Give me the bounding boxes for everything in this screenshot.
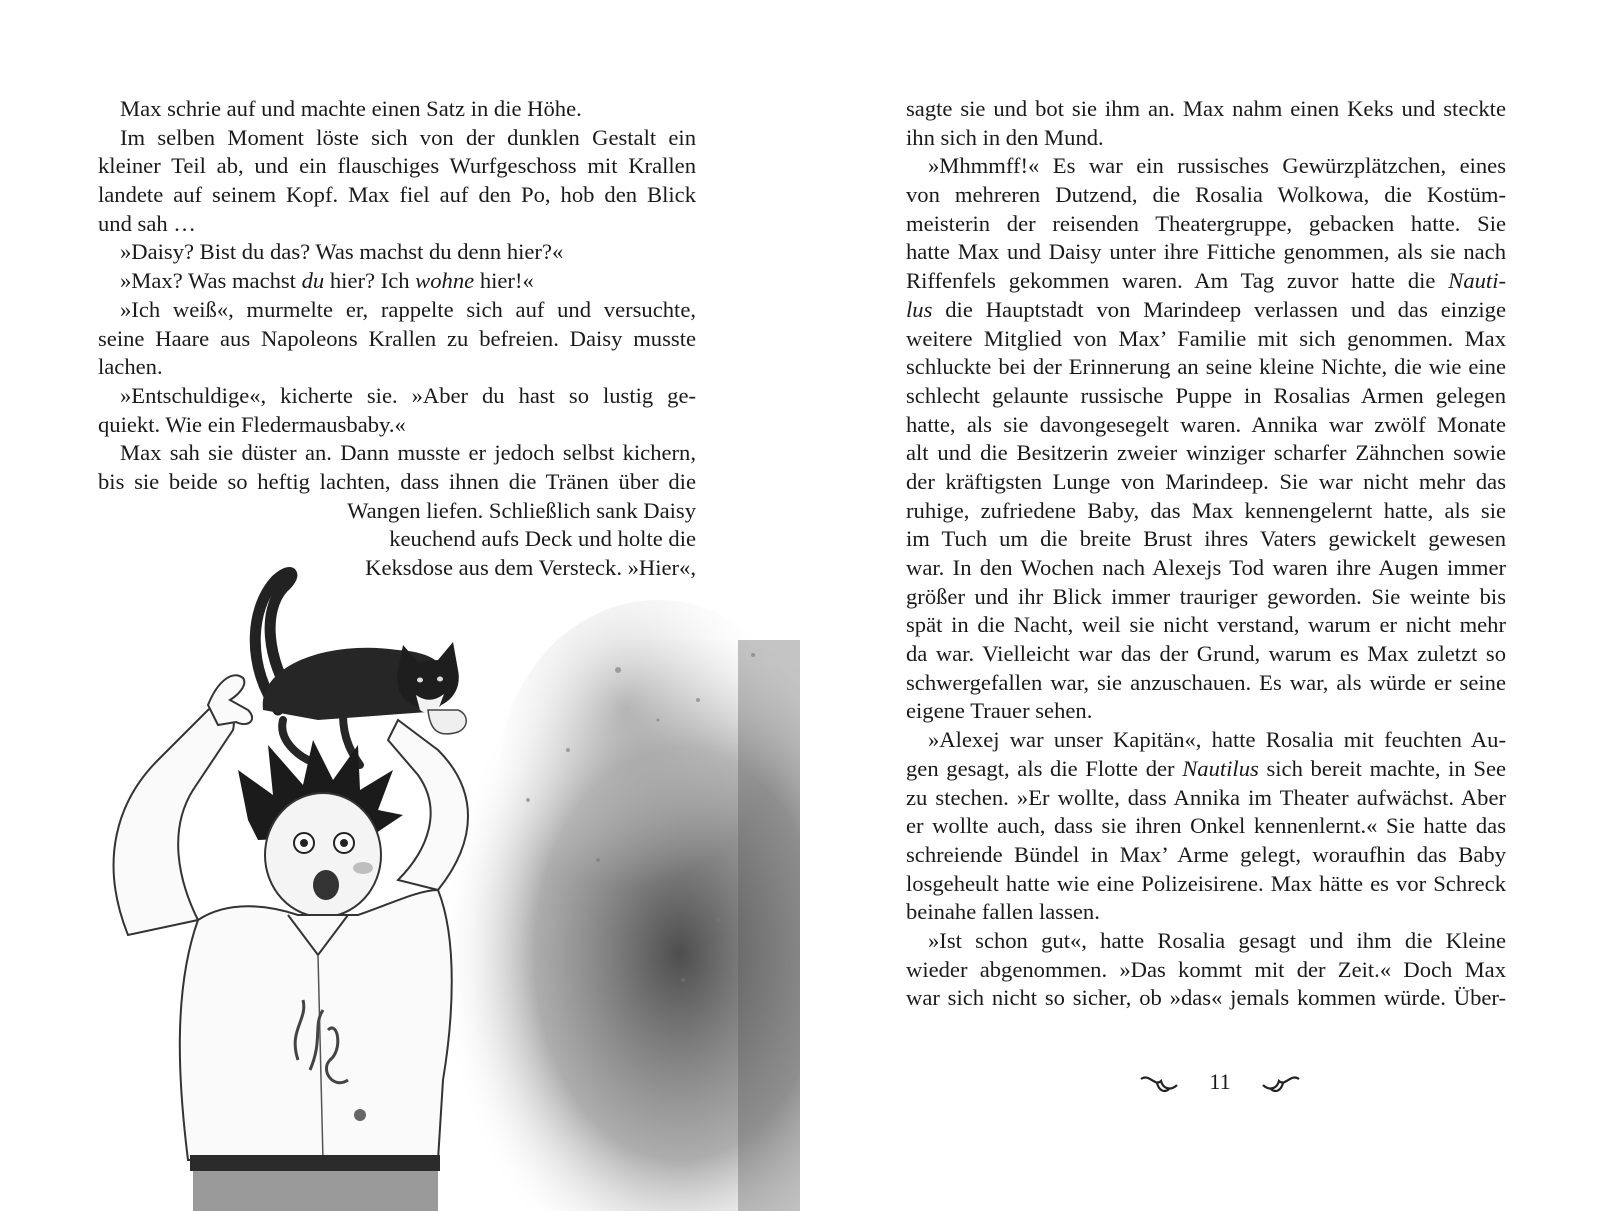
text-line: [98, 238, 696, 267]
text-segment: schlecht gelaunte russische Puppe in Rosalias Armen gelegen: [906, 382, 1506, 408]
right-page-text: [906, 95, 1506, 1013]
text-line: [906, 468, 1506, 497]
text-line: [98, 181, 696, 210]
text-segment: »Max? Was machst: [120, 268, 302, 294]
text-segment: zu stechen. »Er wollte, dass Annika im Theater aufwächst. Aber: [906, 784, 1506, 810]
text-line: [906, 697, 1506, 726]
text-line: [906, 353, 1506, 382]
text-line: [98, 267, 696, 296]
text-line: [906, 956, 1506, 985]
illustration-boy-with-cat: [98, 560, 800, 1211]
text-line: [906, 296, 1506, 325]
text-segment: losgeheult hatte wie eine Polizeisirene. Max hätte es vor Schreck: [906, 870, 1506, 896]
text-segment: gen gesagt, als die Flotte der: [906, 755, 1183, 781]
left-page-text: [98, 95, 696, 583]
text-line: [906, 152, 1506, 181]
text-segment: »Ich weiß«, murmelte er, rappelte sich auf und versuchte,: [120, 296, 696, 322]
text-segment: alt und die Besitzerin zweier winziger scharfer Zähnchen sowie: [906, 440, 1506, 466]
italic-text: lus: [906, 296, 933, 322]
text-segment: weitere Mitglied von Max’ Familie mit sich genommen. Max: [906, 325, 1506, 351]
text-line: [98, 468, 696, 497]
text-segment: »Mhmmff!« Es war ein russisches Gewürzplätzchen, eines: [928, 153, 1506, 179]
text-line: [98, 525, 696, 554]
text-segment: quiekt. Wie ein Fledermausbaby.«: [98, 411, 406, 437]
text-line: [98, 152, 696, 181]
text-segment: lachen.: [98, 354, 163, 380]
text-segment: bis sie beide so heftig lachten, dass ihnen die Tränen über die: [98, 468, 696, 494]
italic-text: Nauti-: [1448, 268, 1506, 294]
text-segment: ihn sich in den Mund.: [906, 124, 1104, 150]
text-segment: größer und ihr Blick immer trauriger geworden. Sie weinte bis: [906, 583, 1506, 609]
text-segment: wieder abgenommen. »Das kommt mit der Zeit.« Doch Max: [906, 956, 1506, 982]
ornament-left-icon: [1139, 1069, 1183, 1095]
text-line: [98, 296, 696, 325]
text-line: [98, 439, 696, 468]
text-segment: hatte, als sie davongesegelt waren. Annika war zwölf Monate: [906, 411, 1506, 437]
text-line: [906, 870, 1506, 899]
text-segment: die Hauptstadt von Marindeep verlassen und das einzige: [932, 296, 1506, 322]
text-segment: und sah …: [98, 210, 196, 236]
text-segment: keuchend aufs Deck und holte die: [389, 526, 696, 552]
text-line: [906, 726, 1506, 755]
boy-shirt: [180, 890, 452, 1160]
text-segment: schreiende Bündel in Max’ Arme gelegt, woraufhin das Baby: [906, 841, 1506, 867]
text-line: [906, 411, 1506, 440]
text-line: [906, 267, 1506, 296]
text-segment: hatte Max und Daisy unter ihre Fittiche genommen, als sie nach: [906, 239, 1506, 265]
text-segment: »Ist schon gut«, hatte Rosalia gesagt und ihm die Kleine: [928, 927, 1506, 953]
text-segment: ruhige, zufriedene Baby, das Max kennengelernt hatte, als sie: [906, 497, 1506, 523]
text-segment: meisterin der reisenden Theatergruppe, gebacken hatte. Sie: [906, 210, 1506, 236]
text-segment: hier? Ich: [324, 268, 416, 294]
text-line: [98, 95, 696, 124]
text-segment: Max sah sie düster an. Dann musste er jedoch selbst kichern,: [120, 440, 696, 466]
text-segment: Wangen liefen. Schließlich sank Daisy: [347, 497, 696, 523]
page-number: 11: [1209, 1069, 1231, 1094]
text-segment: eigene Trauer sehen.: [906, 698, 1093, 724]
text-line: [906, 382, 1506, 411]
text-segment: von mehreren Dutzend, die Rosalia Wolkowa, die Kostüm-: [906, 182, 1506, 208]
ornament-right-icon: [1257, 1069, 1301, 1095]
italic-text: du: [301, 268, 325, 294]
text-segment: »Entschuldige«, kicherte sie. »Aber du hast so lustig ge-: [120, 382, 696, 408]
text-line: [906, 497, 1506, 526]
boy-left-hand: [208, 675, 252, 725]
text-segment: »Daisy? Bist du das? Was machst du denn hier?«: [120, 239, 564, 265]
text-line: [906, 525, 1506, 554]
italic-text: wohne: [415, 268, 475, 294]
text-line: [906, 325, 1506, 354]
text-segment: seine Haare aus Napoleons Krallen zu befreien. Daisy musste: [98, 325, 696, 351]
text-line: [906, 841, 1506, 870]
text-segment: »Alexej war unser Kapitän«, hatte Rosalia mit feuchten Au-: [928, 727, 1506, 753]
text-line: [98, 497, 696, 526]
text-line: [98, 411, 696, 440]
text-line: [906, 755, 1506, 784]
text-segment: war sich nicht so sicher, ob »das« jemals kommen würde. Über-: [906, 985, 1506, 1011]
text-line: [906, 898, 1506, 927]
text-line: [906, 640, 1506, 669]
boy-belt: [190, 1155, 440, 1171]
text-line: [906, 583, 1506, 612]
text-segment: sagte sie und bot sie ihm an. Max nahm einen Keks und steckte: [906, 96, 1506, 121]
text-segment: kleiner Teil ab, und ein flauschiges Wurfgeschoss mit Krallen: [98, 153, 696, 179]
text-line: [906, 439, 1506, 468]
text-line: [906, 95, 1506, 124]
text-line: [906, 611, 1506, 640]
text-segment: sich bereit machte, in See: [1258, 755, 1507, 781]
text-line: [906, 238, 1506, 267]
text-line: [906, 984, 1506, 1013]
text-line: [98, 325, 696, 354]
boy-left-arm: [114, 706, 234, 935]
text-segment: Riffenfels gekommen waren. Am Tag zuvor hatte die: [906, 268, 1449, 294]
text-segment: landete auf seinem Kopf. Max fiel auf den Po, hob den Blick: [98, 182, 696, 208]
text-line: [906, 210, 1506, 239]
text-line: [98, 124, 696, 153]
text-line: [906, 124, 1506, 153]
boy-trousers: [193, 1171, 438, 1211]
text-line: [98, 353, 696, 382]
text-line: [906, 554, 1506, 583]
text-segment: schluckte bei der Erinnerung an seine kleine Nichte, die wie eine: [906, 354, 1506, 380]
text-segment: Keksdose aus dem Versteck. »Hier«,: [365, 555, 696, 580]
italic-text: Nautilus: [1182, 755, 1259, 781]
text-line: [906, 181, 1506, 210]
text-segment: Max schrie auf und machte einen Satz in die Höhe.: [120, 96, 582, 121]
text-segment: da war. Vielleicht war das der Grund, warum es Max zuletzt so: [906, 641, 1506, 667]
text-segment: im Tuch um die breite Brust ihres Vaters gewickelt gewesen: [906, 526, 1506, 552]
text-segment: der kräftigsten Lunge von Marindeep. Sie war nicht mehr das: [906, 468, 1506, 494]
text-line: [906, 927, 1506, 956]
text-line: [98, 210, 696, 239]
text-segment: war. In den Wochen nach Alexejs Tod waren ihre Augen immer: [906, 555, 1506, 580]
text-segment: spät in die Nacht, weil sie nicht verstand, warum er nicht mehr: [906, 612, 1506, 638]
text-segment: Im selben Moment löste sich von der dunklen Gestalt ein: [120, 124, 696, 150]
page-folio: [1120, 1065, 1320, 1099]
text-line: [906, 812, 1506, 841]
text-line: [906, 669, 1506, 698]
boy-mouth: [313, 870, 339, 900]
text-line: [906, 784, 1506, 813]
text-segment: beinahe fallen lassen.: [906, 899, 1100, 925]
text-line: [98, 382, 696, 411]
text-segment: hier!«: [474, 268, 534, 294]
text-segment: er wollte auch, dass sie ihren Onkel kennenlernt.« Sie hatte das: [906, 813, 1506, 839]
text-segment: schwergefallen war, sie anzuschauen. Es war, als würde er seine: [906, 669, 1506, 695]
